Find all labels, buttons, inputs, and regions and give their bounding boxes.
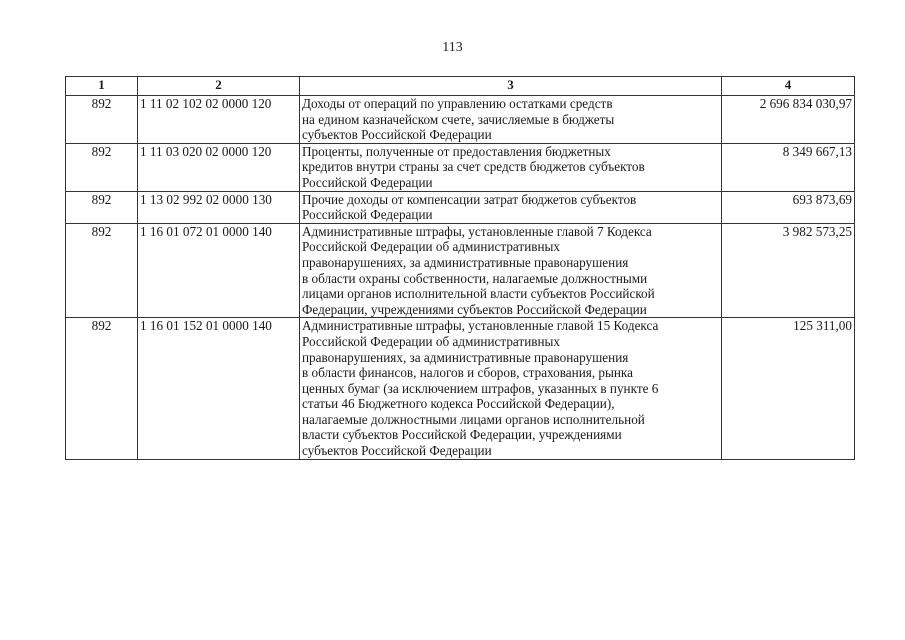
budget-classification-code-cell: 1 11 02 102 02 0000 120 bbox=[138, 96, 300, 144]
description-line: власти субъектов Российской Федерации, учреждениями bbox=[302, 427, 622, 443]
revenue-description-cell bbox=[300, 318, 722, 459]
description-line: ценных бумаг (за исключением штрафов, указанных в пункте 6 bbox=[302, 380, 659, 396]
budget-classification-code-cell: 1 16 01 152 01 0000 140 bbox=[138, 318, 300, 459]
administrator-code-cell: 892 bbox=[66, 143, 138, 191]
administrator-code-cell: 892 bbox=[66, 318, 138, 459]
amount-cell: 693 873,69 bbox=[722, 191, 855, 223]
revenue-description-cell bbox=[300, 96, 722, 144]
description-line: Российской Федерации об административных bbox=[302, 333, 560, 349]
description-line: в области финансов, налогов и сборов, страхования, рынка bbox=[302, 365, 633, 381]
description-line: Доходы от операций по управлению остатками средств bbox=[302, 96, 613, 111]
budget-classification-code-cell: 1 13 02 992 02 0000 130 bbox=[138, 191, 300, 223]
amount-cell: 8 349 667,13 bbox=[722, 143, 855, 191]
table-row bbox=[66, 143, 855, 191]
description-line: Федерации, учреждениями субъектов Российской Федерации bbox=[302, 301, 647, 317]
description-line: лицами органов исполнительной власти субъектов Российской bbox=[302, 286, 655, 302]
description-line: Проценты, полученные от предоставления бюджетных bbox=[302, 143, 611, 159]
table-row bbox=[66, 96, 855, 144]
description-line: Административные штрафы, установленные главой 15 Кодекса bbox=[302, 318, 659, 334]
description-line: Российской Федерации bbox=[302, 207, 433, 223]
table-header-row bbox=[66, 77, 855, 96]
table-row bbox=[66, 191, 855, 223]
amount-cell: 3 982 573,25 bbox=[722, 223, 855, 318]
amount-cell: 2 696 834 030,97 bbox=[722, 96, 855, 144]
description-line: правонарушениях, за административные правонарушения bbox=[302, 349, 629, 365]
revenue-description-cell bbox=[300, 223, 722, 318]
column-header-1: 1 bbox=[66, 77, 138, 96]
description-line: субъектов Российской Федерации bbox=[302, 443, 492, 459]
revenue-table bbox=[65, 76, 855, 460]
description-line: Прочие доходы от компенсации затрат бюджетов субъектов bbox=[302, 191, 637, 207]
description-line: налагаемые должностными лицами органов исполнительной bbox=[302, 411, 645, 427]
table-row bbox=[66, 318, 855, 459]
description-line: Административные штрафы, установленные главой 7 Кодекса bbox=[302, 223, 652, 239]
page-number: 113 bbox=[442, 40, 463, 55]
administrator-code-cell: 892 bbox=[66, 96, 138, 144]
revenue-description-cell bbox=[300, 191, 722, 223]
description-line: в области охраны собственности, налагаемые должностными bbox=[302, 270, 648, 286]
budget-classification-code-cell: 1 16 01 072 01 0000 140 bbox=[138, 223, 300, 318]
description-line: статьи 46 Бюджетного кодекса Российской Федерации), bbox=[302, 396, 615, 412]
amount-cell: 125 311,00 bbox=[722, 318, 855, 459]
budget-classification-code-cell: 1 11 03 020 02 0000 120 bbox=[138, 143, 300, 191]
column-header-2: 2 bbox=[138, 77, 300, 96]
administrator-code-cell: 892 bbox=[66, 223, 138, 318]
table-body bbox=[66, 96, 855, 460]
column-header-4: 4 bbox=[722, 77, 855, 96]
revenue-description-cell bbox=[300, 143, 722, 191]
description-line: кредитов внутри страны за счет средств бюджетов субъектов bbox=[302, 159, 645, 175]
column-header-3: 3 bbox=[300, 77, 722, 96]
description-line: Российской Федерации bbox=[302, 174, 433, 190]
description-line: правонарушениях, за административные правонарушения bbox=[302, 254, 629, 270]
description-line: Российской Федерации об административных bbox=[302, 239, 560, 255]
table-row bbox=[66, 223, 855, 318]
description-line: на едином казначейском счете, зачисляемые в бюджеты bbox=[302, 111, 615, 127]
description-line: субъектов Российской Федерации bbox=[302, 127, 492, 143]
administrator-code-cell: 892 bbox=[66, 191, 138, 223]
